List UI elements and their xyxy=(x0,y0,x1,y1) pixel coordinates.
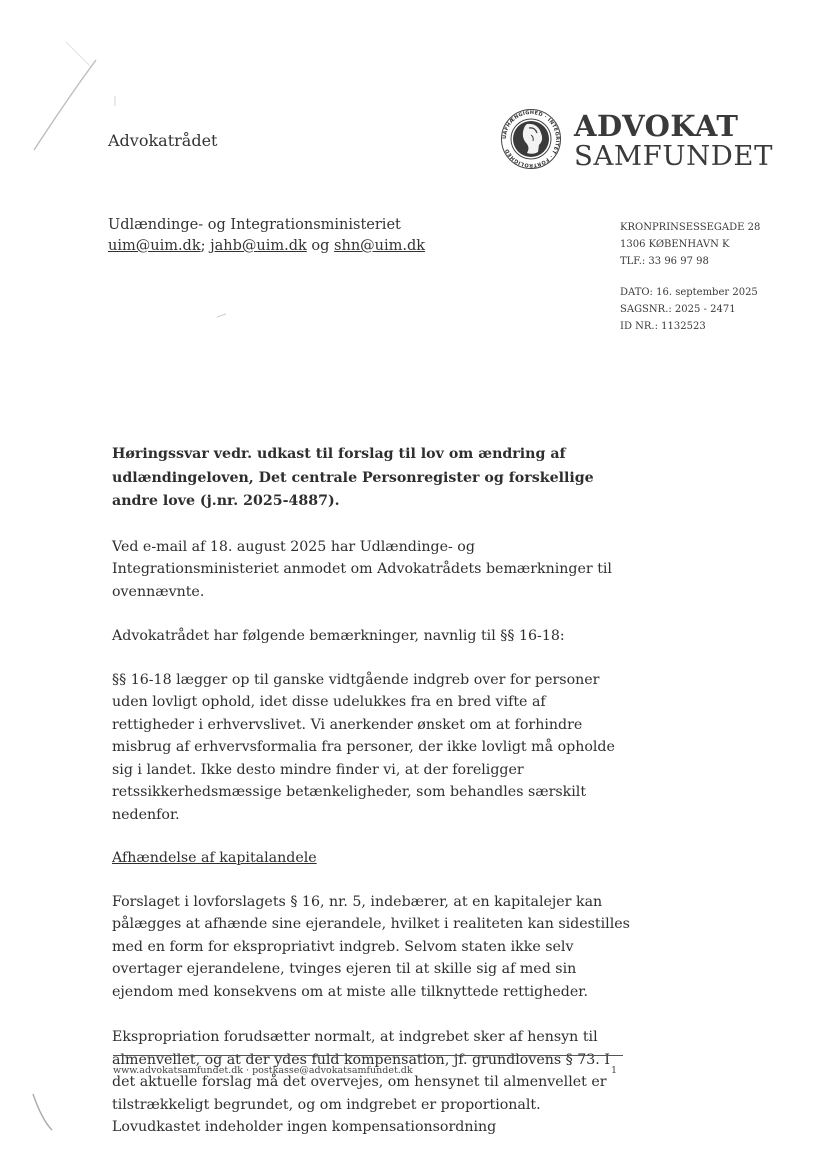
seal-ring-text: UAFHÆNGIGHED · INTEGRITET · FORTROLIGHED xyxy=(501,109,561,169)
scan-artifact-bottom xyxy=(0,1080,80,1160)
paragraph-overview: §§ 16-18 lægger op til ganske vidtgående indgreb over for personer uden lovligt ophold, idet disse udelukkes fra en bred vifte af rettigheder i erhvervslivet. Vi anerkender ønsket om at forhindre misbrug af erhvervsformalia fra personer, der ikke lovligt må opholde sig i landet. Ikke desto mindre finder vi, at der foreligger retssikkerhedsmæssige betænkeligheder, som behandles særskilt nedenfor. xyxy=(112,671,615,823)
meta-case-number: SAGSNR.: 2025 - 2471 xyxy=(620,304,736,315)
letter-metadata xyxy=(620,284,758,335)
logo-wordmark-line1: ADVOKAT xyxy=(574,109,739,143)
footer-contact: www.advokatsamfundet.dk · postkasse@advokatsamfundet.dk xyxy=(113,1065,413,1076)
address-phone: TLF.: 33 96 97 98 xyxy=(620,256,709,267)
letter-body xyxy=(112,443,632,1139)
advokatsamfundet-seal-icon xyxy=(500,108,562,170)
sender-name: Advokatrådet xyxy=(108,131,218,150)
email-separator-og: og xyxy=(306,238,335,254)
paragraph-remarks: Advokatrådet har følgende bemærkninger, navnlig til §§ 16-18: xyxy=(112,628,565,644)
meta-id-number: ID NR.: 1132523 xyxy=(620,321,706,332)
recipient-block xyxy=(108,215,425,257)
email-link-shn[interactable]: shn@uim.dk xyxy=(334,238,426,254)
address-street: KRONPRINSESSEGADE 28 xyxy=(620,222,761,233)
footer-divider xyxy=(113,1055,623,1056)
recipient-name: Udlændinge- og Integrationsministeriet xyxy=(108,217,401,233)
advokatsamfundet-logo xyxy=(500,108,774,172)
section-heading: Afhændelse af kapitalandele xyxy=(112,850,317,866)
email-link-uim[interactable]: uim@uim.dk xyxy=(108,238,201,254)
logo-wordmark-line2: SAMFUNDET xyxy=(574,140,774,172)
scan-artifact-top xyxy=(0,0,120,170)
paragraph-divestment: Forslaget i lovforslagets § 16, nr. 5, indebærer, at en kapitalejer kan pålægges at afhænde sine ejerandele, hvilket i realiteten kan sidestilles med en form for ekspropriativt indgreb. Selvom staten ikke selv overtager ejerandelene, tvinges ejeren til at skille sig af med sin ejendom med konsekvens om at miste alle tilknyttede rettigheder. xyxy=(112,893,630,1000)
page-number: 1 xyxy=(611,1065,618,1076)
email-link-jahb[interactable]: jahb@uim.dk xyxy=(210,238,307,254)
email-separator: ; xyxy=(200,238,211,254)
letter-title: Høringssvar vedr. udkast til forslag til lov om ændring af udlændingeloven, Det centrale Personregister og forskellige andre love (j.nr. 2025-4887). xyxy=(112,446,594,509)
paragraph-expropriation: Ekspropriation forudsætter normalt, at indgrebet sker af hensyn til almenvellet, og at der ydes fuld kompensation, jf. grundlovens § 73. I det aktuelle forslag må det overvejes, om hensynet til almenvellet er tilstrækkeligt begrundet, og om indgrebet er proportionalt. Lovudkastet indeholder ingen kompensationsordning xyxy=(112,1029,610,1135)
sender-address xyxy=(620,219,760,270)
recipient-emails xyxy=(108,236,425,257)
meta-date: DATO: 16. september 2025 xyxy=(620,287,758,298)
scan-speck xyxy=(215,312,229,320)
paragraph-intro: Ved e-mail af 18. august 2025 har Udlændinge- og Integrationsministeriet anmodet om Advokatrådets bemærkninger til ovennævnte. xyxy=(112,538,612,600)
address-city: 1306 KØBENHAVN K xyxy=(620,239,730,250)
